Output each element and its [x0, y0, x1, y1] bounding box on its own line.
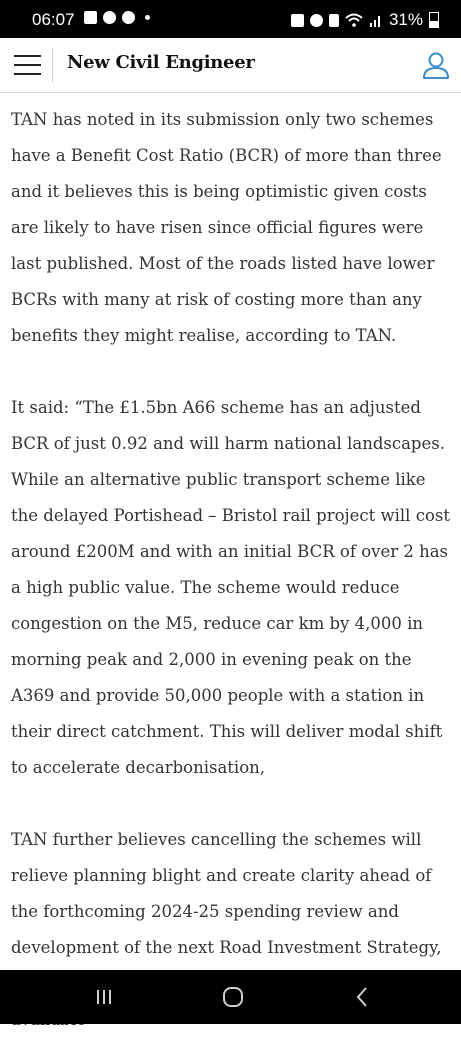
system-indicators [291, 10, 439, 30]
alarm-icon [122, 11, 135, 24]
more-notifications-icon [145, 15, 150, 20]
notification-icons [84, 11, 150, 24]
header-divider [52, 48, 53, 82]
lock-icon [291, 14, 304, 27]
battery-level: 31% [388, 10, 423, 29]
recent-apps-icon[interactable] [89, 982, 119, 1012]
hamburger-menu-icon[interactable] [14, 53, 41, 77]
article-paragraph: TAN further believes cancelling the schemes will relieve planning blight and create clarity ahead of the forthcoming 2024-25 spending review and development of the next Road Investment Strategy, [11, 830, 442, 957]
site-title[interactable]: New Civil Engineer [67, 52, 255, 73]
signal-icon [369, 13, 383, 27]
home-icon[interactable] [218, 982, 248, 1012]
status-time: 06:07 [32, 10, 75, 29]
battery-icon [429, 12, 439, 28]
wifi-icon [345, 13, 363, 27]
chat-icon [103, 11, 116, 24]
status-bar [0, 0, 461, 38]
article-paragraph: TAN has noted in its submission only two schemes have a Benefit Cost Ratio (BCR) of more than three and it believes this is being optimistic given costs are likely to have risen since official figures were last published. Most of the roads listed have lower BCRs with many at risk of costing more than any benefits they might realise, according to TAN. [11, 110, 442, 345]
app-header [0, 38, 461, 93]
gallery-icon [84, 11, 97, 24]
user-account-icon[interactable] [421, 50, 451, 80]
article-body [11, 102, 456, 968]
mute-icon [329, 14, 339, 27]
navigation-bar [0, 970, 461, 1024]
alarm-clock-icon [310, 14, 323, 27]
back-icon[interactable] [348, 982, 378, 1012]
article-paragraph: It said: “The £1.5bn A66 scheme has an adjusted BCR of just 0.92 and will harm national landscapes. While an alternative public transport scheme like the delayed Portishead – Bristol rail project will cost around £200M and with an initial BCR of over 2 has a high public value. The scheme would reduce congestion on the M5, reduce car km by 4,000 in morning peak and 2,000 in evening peak on the A369 and provide 50,000 people with a station in their direct catchment. This will deliver modal shift to accelerate decarbonisation, [11, 398, 450, 777]
